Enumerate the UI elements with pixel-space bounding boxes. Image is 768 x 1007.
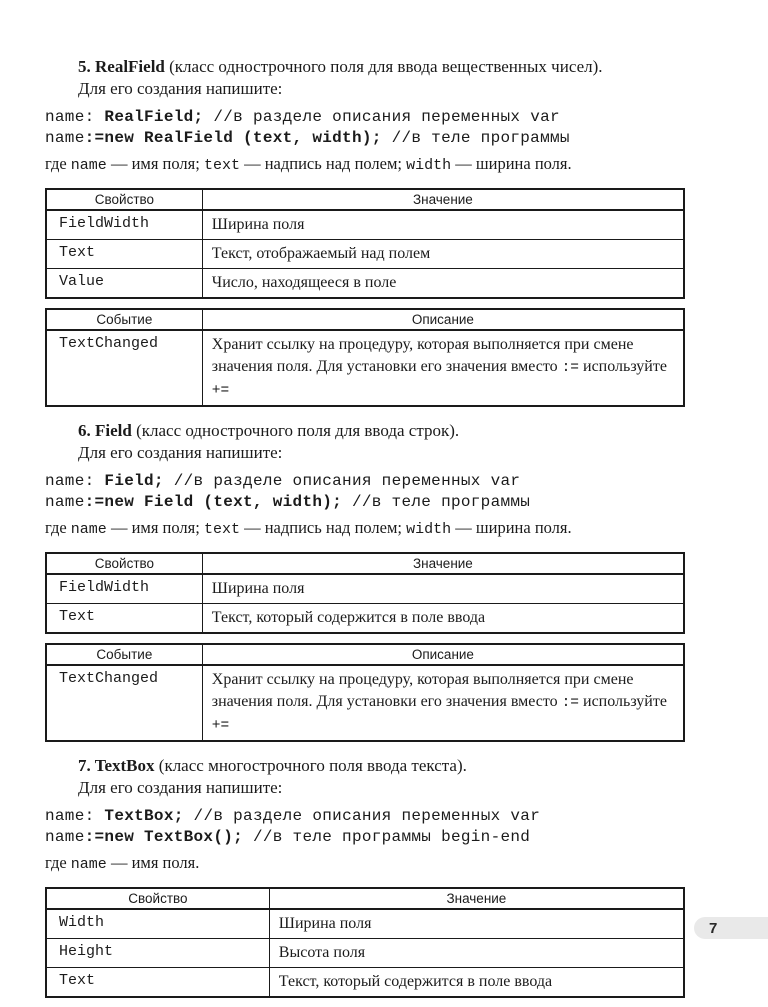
table-row	[46, 604, 684, 634]
table-header-row	[46, 644, 684, 665]
code-line	[45, 492, 685, 513]
section-heading	[45, 755, 685, 776]
where-code: name	[70, 856, 107, 873]
property-value: Высота поля	[269, 939, 684, 968]
column-header-property: Свойство	[46, 888, 269, 909]
property-value: Текст, который содержится в поле ввода	[269, 968, 684, 998]
code-comment: //в теле программы begin-end	[252, 828, 531, 846]
event-name: TextChanged	[46, 330, 202, 406]
property-name: Text	[46, 604, 202, 634]
code-comment: //в разделе описания переменных var	[193, 807, 541, 825]
property-value: Текст, который содержится в поле ввода	[202, 604, 684, 634]
where-text: — ширина поля.	[451, 154, 572, 173]
table-header-row	[46, 309, 684, 330]
code-pre: name:	[45, 807, 105, 825]
where-code: text	[203, 157, 240, 174]
code-pre: name:	[45, 472, 105, 490]
desc-code: +=	[211, 383, 230, 399]
section-subheading: Для его создания напишите:	[78, 79, 283, 98]
column-header-value: Значение	[269, 888, 684, 909]
desc-text: Хранит ссылку на процедуру, которая выполняется при смене значения поля. Для установки его значения вместо	[211, 336, 634, 375]
table-row	[46, 269, 684, 299]
desc-text: используйте	[579, 693, 667, 710]
where-text: — имя поля.	[106, 853, 200, 872]
property-name: Text	[46, 968, 269, 998]
column-header-event: Событие	[46, 644, 202, 665]
properties-table	[45, 887, 685, 998]
property-value: Ширина поля	[269, 909, 684, 939]
event-name: TextChanged	[46, 665, 202, 741]
where-line	[45, 852, 685, 875]
property-value: Текст, отображаемый над полем	[202, 240, 684, 269]
where-text: — ширина поля.	[451, 518, 572, 537]
code-line	[45, 471, 685, 492]
code-block	[45, 107, 685, 149]
section-number-title: 6. Field	[78, 421, 132, 440]
column-header-property: Свойство	[46, 553, 202, 574]
section-number-title: 5. RealField	[78, 57, 165, 76]
event-description	[202, 330, 684, 406]
table-row	[46, 240, 684, 269]
section-heading	[45, 56, 685, 77]
section-subheading: Для его создания напишите:	[78, 778, 283, 797]
code-comment: //в теле программы	[391, 129, 570, 147]
code-pre: name	[45, 493, 85, 511]
column-header-value: Значение	[202, 189, 684, 210]
section-textbox	[45, 755, 685, 998]
code-bold: Field;	[104, 472, 174, 490]
table-row	[46, 939, 684, 968]
section-title-rest: (класс однострочного поля для ввода строк).	[131, 421, 460, 440]
code-block	[45, 471, 685, 513]
property-name: Height	[46, 939, 269, 968]
code-line	[45, 806, 685, 827]
code-line	[45, 827, 685, 848]
code-block	[45, 806, 685, 848]
events-table	[45, 643, 685, 742]
table-row	[46, 210, 684, 240]
code-comment: //в разделе описания переменных var	[173, 472, 521, 490]
section-heading	[45, 420, 685, 441]
property-name: FieldWidth	[46, 574, 202, 604]
desc-text: используйте	[579, 358, 667, 375]
page-number: 7	[709, 919, 718, 937]
desc-code: :=	[561, 695, 580, 711]
code-line	[45, 128, 685, 149]
where-text: где	[45, 518, 71, 537]
table-header-row	[46, 888, 684, 909]
code-bold: :=new Field (text, width);	[84, 493, 352, 511]
column-header-value: Значение	[202, 553, 684, 574]
page-content	[45, 56, 685, 1007]
table-row	[46, 574, 684, 604]
property-value: Ширина поля	[202, 574, 684, 604]
section-number-title: 7. TextBox	[78, 756, 155, 775]
property-value: Число, находящееся в поле	[202, 269, 684, 299]
section-title-rest: (класс многострочного поля ввода текста).	[154, 756, 467, 775]
table-row	[46, 968, 684, 998]
page-number-badge	[694, 917, 768, 939]
where-text: — имя поля;	[106, 518, 204, 537]
where-text: — имя поля;	[106, 154, 204, 173]
where-text: — надпись над полем;	[239, 518, 407, 537]
section-subheading: Для его создания напишите:	[78, 443, 283, 462]
code-comment: //в разделе описания переменных var	[213, 108, 560, 126]
where-line	[45, 517, 685, 540]
code-bold: TextBox;	[104, 807, 194, 825]
where-code: text	[203, 521, 240, 538]
code-pre: name	[45, 828, 85, 846]
desc-code: :=	[561, 360, 580, 376]
desc-code: +=	[211, 718, 230, 734]
where-text: где	[45, 853, 71, 872]
events-table	[45, 308, 685, 407]
column-header-description: Описание	[202, 644, 684, 665]
code-bold: :=new RealField (text, width);	[84, 129, 392, 147]
table-header-row	[46, 189, 684, 210]
code-pre: name:	[45, 108, 105, 126]
table-row	[46, 909, 684, 939]
table-header-row	[46, 553, 684, 574]
code-pre: name	[45, 129, 85, 147]
column-header-property: Свойство	[46, 189, 202, 210]
where-text: где	[45, 154, 71, 173]
property-name: Value	[46, 269, 202, 299]
property-name: Width	[46, 909, 269, 939]
code-line	[45, 107, 685, 128]
section-realfield	[45, 56, 685, 407]
column-header-description: Описание	[202, 309, 684, 330]
where-code: width	[406, 521, 452, 538]
where-line	[45, 153, 685, 176]
where-code: width	[406, 157, 452, 174]
section-title-rest: (класс однострочного поля для ввода вещественных чисел).	[164, 57, 603, 76]
property-name: Text	[46, 240, 202, 269]
column-header-event: Событие	[46, 309, 202, 330]
code-bold: RealField;	[104, 108, 214, 126]
property-name: FieldWidth	[46, 210, 202, 240]
where-text: — надпись над полем;	[239, 154, 407, 173]
where-code: name	[70, 157, 107, 174]
section-field	[45, 420, 685, 742]
where-code: name	[70, 521, 107, 538]
properties-table	[45, 552, 685, 634]
table-row	[46, 330, 684, 406]
code-comment: //в теле программы	[351, 493, 531, 511]
table-row	[46, 665, 684, 741]
event-description	[202, 665, 684, 741]
property-value: Ширина поля	[202, 210, 684, 240]
code-bold: :=new TextBox();	[84, 828, 253, 846]
desc-text: Хранит ссылку на процедуру, которая выполняется при смене значения поля. Для установки его значения вместо	[211, 671, 634, 710]
properties-table	[45, 188, 685, 299]
